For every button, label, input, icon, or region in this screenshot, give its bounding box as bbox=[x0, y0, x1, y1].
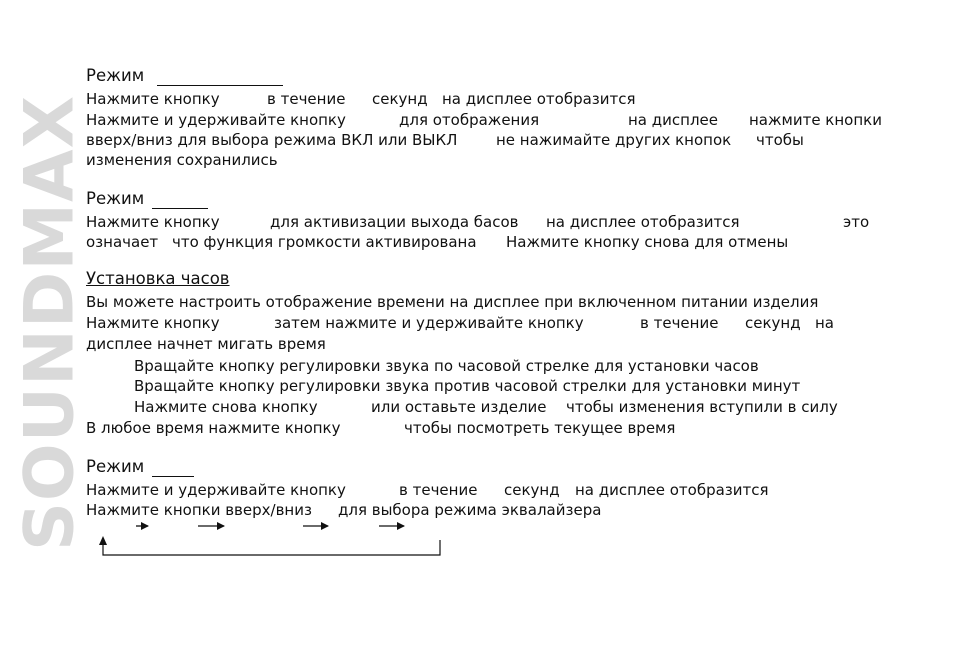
arrow-up-icon bbox=[99, 536, 107, 545]
brand-logo-text: SOUNDMAX bbox=[10, 94, 90, 552]
section1-line-4: изменения сохранились bbox=[86, 151, 278, 169]
section3-line-4: Вращайте кнопку регулировки звука по часовой стрелке для установки часов bbox=[134, 357, 759, 375]
section1-title: Режим bbox=[86, 66, 145, 85]
section3-line-5: Вращайте кнопку регулировки звука против часовой стрелки для установки минут bbox=[134, 377, 801, 395]
section4-title: Режим bbox=[86, 457, 145, 476]
section3-title: Установка часов bbox=[86, 269, 230, 288]
section3-line-1: Вы можете настроить отображение времени на дисплее при включенном питании изделия bbox=[86, 293, 819, 311]
return-loop-arrow bbox=[103, 540, 440, 555]
section2-title: Режим bbox=[86, 189, 145, 208]
section3-line-3: дисплее начнет мигать время bbox=[86, 335, 326, 353]
